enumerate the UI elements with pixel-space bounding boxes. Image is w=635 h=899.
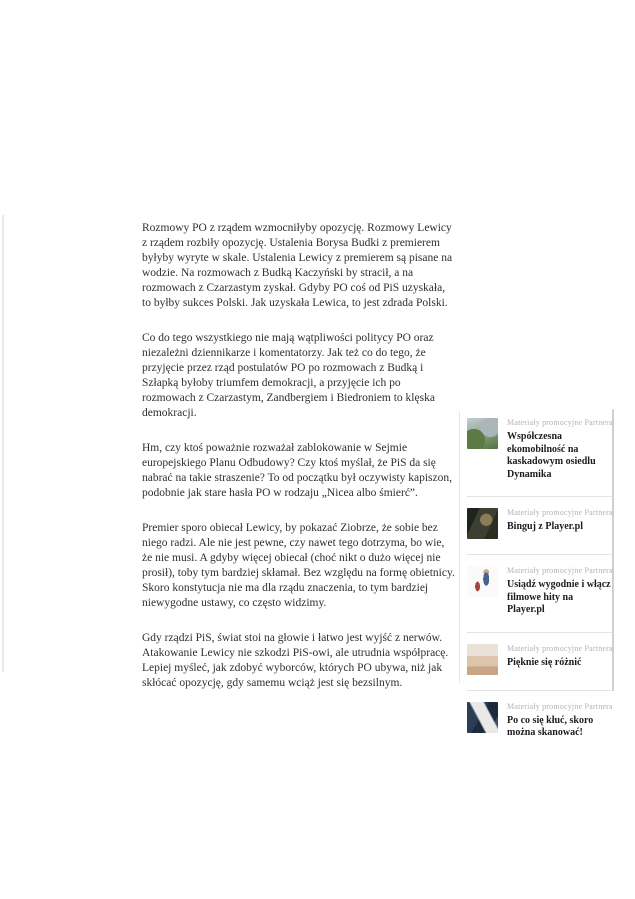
promo-text-block: [507, 418, 613, 481]
promo-item-skanowac[interactable]: [467, 690, 613, 755]
promo-title-link[interactable]: Usiądź wygodnie i włącz filmowe hity na Player.pl: [507, 579, 611, 615]
promo-title-link[interactable]: Pięknie się różnić: [507, 656, 582, 668]
promo-thumbnail-adult-and-child[interactable]: [467, 566, 498, 597]
promo-thumbnail-beach-group[interactable]: [467, 644, 498, 675]
promo-text-block: [507, 644, 613, 675]
article-paragraph: Gdy rządzi PiS, świat stoi na głowie i łatwo jest wyjść z nerwów. Atakowanie Lewicy nie szkodzi PiS-owi, ale utrudnia współpracę. Lepiej myśleć, jak zdobyć wyborców, których PO ubywa, niż jak skłócać opozycję, gdy samemu wciąż jest się bezsilnym.: [142, 632, 449, 689]
article-paragraph: Rozmowy PO z rządem wzmocniłyby opozycję. Rozmowy Lewicy z rządem rozbiły opozycję. Ustalenia Borysa Budki z premierem byłyby wyryte w skale. Ustalenia Lewicy z premierem są pisane na wodzie. Na rozmowach z Budką Kaczyński by stracił, a na rozmowach z Czarzastym zyskał. Gdyby PO coś od PiS uzyskała, to byłby sukces Polski. Jak uzyskała Lewica, to jest zdrada Polski.: [142, 222, 453, 309]
promo-title-link[interactable]: Współczesna ekomobilność na kaskadowym osiedlu Dynamika: [507, 431, 596, 480]
promo-sidebar: [467, 411, 613, 755]
promo-title-link[interactable]: Binguj z Player.pl: [507, 521, 584, 532]
promo-item-pieknie-sie-roznic[interactable]: [467, 632, 613, 690]
promo-thumbnail-document-scan[interactable]: [467, 702, 498, 733]
article-paragraph: Premier sporo obiecał Lewicy, by pokazać Ziobrze, że sobie bez niego radzi. Ale nie jest pewne, czy nawet tego dotrzyma, bo wie, że nie musi. A gdyby więcej obiecał (choć nikt o dużo więcej nie prosił), toby tym bardziej skłamał. Bez względu na formę obietnicy. Skoro konstytucja nie ma dla rządu znaczenia, to tym bardziej niewygodne ustawy, co często widzimy.: [142, 522, 455, 609]
promo-label: Materiały promocyjne Partnera: [507, 418, 613, 427]
promo-label: Materiały promocyjne Partnera: [507, 701, 613, 711]
promo-label: Materiały promocyjne Partnera: [507, 643, 613, 653]
article-body: [142, 221, 455, 711]
promo-label: Materiały promocyjne Partnera: [507, 508, 613, 517]
article-paragraph: Co do tego wszystkiego nie mają wątpliwości politycy PO oraz niezależni dziennikarze i komentatorzy. Jak też co do tego, że przyjęcie przez rząd postulatów PO po rozmowach z Budką i Szłapką byłoby triumfem demokracji, a przyjęcie ich po rozmowach z Czarzastym, Zandbergiem i Biedroniem to klęska demokracji.: [142, 332, 435, 419]
page-left-edge-line: [2, 215, 4, 672]
promo-thumbnail-building-with-greenery[interactable]: [467, 418, 498, 449]
promo-text-block: [507, 566, 613, 617]
promo-text-block: [507, 508, 613, 539]
article-paragraph: Hm, czy ktoś poważnie rozważał zablokowanie w Sejmie europejskiego Planu Odbudowy? Czy ktoś myślał, że PiS da się nabrać na takie straszenie? To od początku był oczywisty kapiszon, podobnie jak stare hasła PO w rodzaju „Nicea albo śmierć”.: [142, 442, 453, 499]
promo-item-filmowe-hity[interactable]: [467, 554, 613, 632]
promo-item-binguj-player[interactable]: [467, 496, 613, 554]
promo-text-block: [507, 702, 613, 740]
promo-label: Materiały promocyjne Partnera: [507, 566, 613, 575]
promo-item-ekomobilnosc[interactable]: [467, 411, 613, 496]
promo-thumbnail-dark-portrait[interactable]: [467, 508, 498, 539]
promo-title-link[interactable]: Po co się kłuć, skoro można skanować!: [507, 714, 594, 738]
promo-sidebar-left-border: [459, 411, 460, 683]
